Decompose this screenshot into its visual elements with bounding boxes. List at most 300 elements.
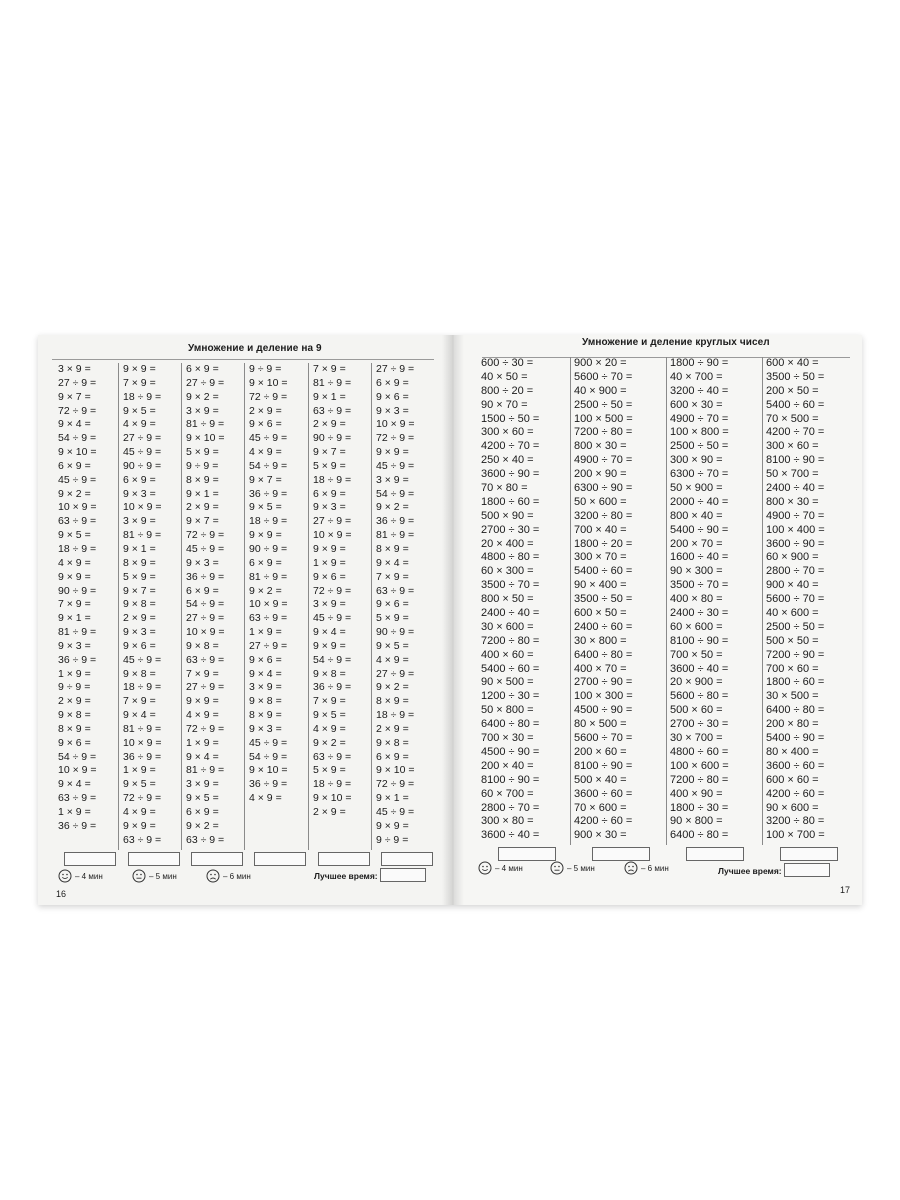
exercise: 81 ÷ 9 =: [186, 418, 225, 431]
best-time-box[interactable]: [380, 868, 426, 882]
exercise: 5600 ÷ 70 =: [574, 732, 633, 745]
exercise: 4500 ÷ 90 =: [481, 745, 540, 758]
exercise: 9 × 2 =: [186, 819, 219, 832]
exercise: 90 × 300 =: [670, 565, 723, 578]
exercise: 63 ÷ 9 =: [58, 515, 97, 528]
exercise: 3600 ÷ 90 =: [481, 468, 540, 481]
exercise: 36 ÷ 9 =: [249, 487, 288, 500]
exercise: 9 × 1 =: [123, 542, 156, 555]
exercise: 9 × 1 =: [58, 612, 91, 625]
exercise: 9 × 7 =: [123, 584, 156, 597]
exercise: 7 × 9 =: [313, 363, 346, 375]
exercise: 4 × 9 =: [376, 653, 409, 666]
exercise: 81 ÷ 9 =: [123, 722, 162, 735]
exercise: 9 × 3 =: [123, 487, 156, 500]
exercise: 8100 ÷ 90 =: [574, 759, 633, 772]
exercise: 81 ÷ 9 =: [376, 529, 415, 542]
exercise: 2 × 9 =: [186, 501, 219, 514]
exercise: 6 × 9 =: [186, 363, 219, 375]
exercise: 5400 ÷ 60 =: [481, 662, 540, 675]
exercise: 8 × 9 =: [123, 556, 156, 569]
exercise: 500 × 50 =: [766, 634, 819, 647]
exercise: 800 × 50 =: [481, 593, 534, 606]
legend-bad-label: – 6 мин: [641, 864, 669, 873]
exercise: 9 × 6 =: [376, 390, 409, 403]
exercise: 4900 ÷ 70 =: [670, 412, 729, 425]
exercise: 36 ÷ 9 =: [376, 515, 415, 528]
right-column-1: [478, 357, 568, 845]
exercise: 9 × 8 =: [123, 667, 156, 680]
exercise: 800 × 30 =: [766, 495, 819, 508]
exercise: 3 × 9 =: [313, 598, 346, 611]
left-title-rule: [52, 359, 434, 360]
exercise: 4200 ÷ 60 =: [574, 815, 633, 828]
exercise: 10 × 9 =: [58, 501, 97, 514]
exercise: 9 ÷ 9 =: [186, 459, 219, 472]
exercise: 9 × 9 =: [186, 695, 219, 708]
exercise: 9 × 10 =: [186, 432, 225, 445]
exercise: 45 ÷ 9 =: [249, 736, 288, 749]
exercise: 700 × 40 =: [574, 523, 627, 536]
exercise: 7 × 9 =: [186, 667, 219, 680]
exercise: 6 × 9 =: [376, 376, 409, 389]
time-answer-box[interactable]: [254, 852, 306, 866]
time-answer-box[interactable]: [128, 852, 180, 866]
exercise: 20 × 400 =: [481, 537, 534, 550]
exercise: 18 ÷ 9 =: [123, 390, 162, 403]
exercise: 9 × 9 =: [58, 570, 91, 583]
right-page: [452, 335, 862, 905]
exercise: 600 × 40 =: [766, 357, 819, 369]
exercise: 2800 ÷ 70 =: [766, 565, 825, 578]
exercise: 1200 ÷ 30 =: [481, 690, 540, 703]
exercise: 30 × 700 =: [670, 732, 723, 745]
book-spine: [442, 335, 464, 905]
exercise: 72 ÷ 9 =: [249, 390, 288, 403]
left-column-5: [308, 363, 369, 850]
exercise: 9 × 6 =: [376, 598, 409, 611]
exercise: 4 × 9 =: [249, 792, 282, 805]
exercise: 700 × 30 =: [481, 732, 534, 745]
exercise: 9 × 3 =: [58, 639, 91, 652]
exercise: 600 × 30 =: [670, 398, 723, 411]
exercise: 3600 ÷ 40 =: [670, 662, 729, 675]
exercise: 9 × 9 =: [313, 639, 346, 652]
exercise: 50 × 800 =: [481, 704, 534, 717]
exercise: 45 ÷ 9 =: [249, 432, 288, 445]
exercise: 9 × 8 =: [58, 709, 91, 722]
exercise: 3 × 9 =: [186, 778, 219, 791]
exercise: 4900 ÷ 70 =: [574, 454, 633, 467]
exercise: 5400 ÷ 60 =: [766, 398, 825, 411]
exercise: 72 ÷ 9 =: [58, 404, 97, 417]
exercise: 9 × 9 =: [376, 446, 409, 459]
exercise: 63 ÷ 9 =: [313, 404, 352, 417]
exercise: 9 × 10 =: [313, 792, 352, 805]
exercise: 9 × 4 =: [249, 667, 282, 680]
exercise: 50 × 900 =: [670, 482, 723, 495]
exercise: 600 ÷ 30 =: [481, 357, 534, 369]
exercise: 9 × 4 =: [58, 418, 91, 431]
page-number: 17: [840, 885, 851, 895]
exercise: 81 ÷ 9 =: [313, 376, 352, 389]
exercise: 1800 ÷ 90 =: [670, 357, 729, 369]
exercise: 2700 ÷ 30 =: [670, 718, 729, 731]
exercise: 9 × 4 =: [186, 750, 219, 763]
exercise: 18 ÷ 9 =: [313, 473, 352, 486]
exercise: 400 × 70 =: [574, 662, 627, 675]
exercise: 9 × 8 =: [313, 667, 346, 680]
smile-face-icon: [478, 861, 492, 875]
neutral-face-icon: [550, 861, 564, 875]
exercise: 9 × 2 =: [249, 584, 282, 597]
exercise: 100 × 500 =: [574, 412, 633, 425]
exercise: 60 × 900 =: [766, 551, 819, 564]
exercise: 100 × 300 =: [574, 690, 633, 703]
exercise: 300 × 90 =: [670, 454, 723, 467]
exercise: 3600 ÷ 40 =: [481, 829, 540, 842]
exercise: 1800 ÷ 60 =: [766, 676, 825, 689]
exercise: 90 × 800 =: [670, 815, 723, 828]
exercise: 900 × 30 =: [574, 829, 627, 842]
exercise: 80 × 500 =: [574, 718, 627, 731]
exercise: 1 × 9 =: [313, 556, 346, 569]
exercise: 9 × 8 =: [376, 736, 409, 749]
exercise: 60 × 600 =: [670, 620, 723, 633]
exercise: 3600 ÷ 60 =: [574, 787, 633, 800]
exercise: 3 × 9 =: [186, 404, 219, 417]
exercise: 2 × 9 =: [249, 404, 282, 417]
exercise: 9 × 7 =: [249, 473, 282, 486]
exercise: 9 × 1 =: [186, 487, 219, 500]
exercise: 200 × 80 =: [766, 718, 819, 731]
exercise: 5400 ÷ 60 =: [574, 565, 633, 578]
exercise: 2 × 9 =: [313, 418, 346, 431]
exercise: 9 ÷ 9 =: [249, 363, 282, 375]
legend-ok-label: – 5 мин: [567, 864, 595, 873]
time-answer-box[interactable]: [64, 852, 116, 866]
exercise: 7 × 9 =: [58, 598, 91, 611]
exercise: 5 × 9 =: [313, 764, 346, 777]
exercise: 54 ÷ 9 =: [313, 653, 352, 666]
time-answer-box[interactable]: [780, 847, 838, 861]
time-answer-box[interactable]: [592, 847, 650, 861]
exercise: 9 × 10 =: [249, 376, 288, 389]
exercise: 2800 ÷ 70 =: [481, 801, 540, 814]
exercise: 9 × 9 =: [313, 542, 346, 555]
exercise: 9 × 5 =: [249, 501, 282, 514]
exercise: 90 ÷ 9 =: [376, 626, 415, 639]
exercise: 2 × 9 =: [376, 722, 409, 735]
exercise: 200 × 40 =: [481, 759, 534, 772]
exercise: 700 × 60 =: [766, 662, 819, 675]
exercise: 4200 ÷ 70 =: [766, 426, 825, 439]
best-time-label: Лучшее время:: [718, 866, 782, 876]
exercise: 200 × 60 =: [574, 745, 627, 758]
exercise: 3200 ÷ 40 =: [670, 384, 729, 397]
exercise: 63 ÷ 9 =: [186, 833, 225, 846]
exercise: 18 ÷ 9 =: [313, 778, 352, 791]
exercise: 81 ÷ 9 =: [123, 529, 162, 542]
exercise: 27 ÷ 9 =: [313, 515, 352, 528]
exercise: 30 × 800 =: [574, 634, 627, 647]
right-column-3: [666, 357, 761, 845]
exercise: 3 × 9 =: [123, 515, 156, 528]
exercise: 4800 ÷ 80 =: [481, 551, 540, 564]
exercise: 6400 ÷ 80 =: [766, 704, 825, 717]
time-answer-box[interactable]: [498, 847, 556, 861]
exercise: 4800 ÷ 60 =: [670, 745, 729, 758]
exercise: 9 × 7 =: [313, 446, 346, 459]
exercise: 27 ÷ 9 =: [376, 667, 415, 680]
exercise: 18 ÷ 9 =: [249, 515, 288, 528]
exercise: 2 × 9 =: [123, 612, 156, 625]
exercise: 10 × 9 =: [313, 529, 352, 542]
exercise: 9 × 3 =: [376, 404, 409, 417]
exercise: 2500 ÷ 50 =: [670, 440, 729, 453]
exercise: 6 × 9 =: [58, 459, 91, 472]
workbook-spread: [38, 335, 862, 905]
exercise: 3200 ÷ 80 =: [766, 815, 825, 828]
exercise: 81 ÷ 9 =: [186, 764, 225, 777]
exercise: 5 × 9 =: [123, 570, 156, 583]
exercise: 10 × 9 =: [376, 418, 415, 431]
exercise: 20 × 900 =: [670, 676, 723, 689]
exercise: 6 × 9 =: [123, 473, 156, 486]
exercise: 600 × 50 =: [574, 607, 627, 620]
exercise: 3500 ÷ 70 =: [670, 579, 729, 592]
exercise: 400 × 90 =: [670, 787, 723, 800]
exercise: 7200 ÷ 90 =: [766, 648, 825, 661]
exercise: 9 × 5 =: [123, 778, 156, 791]
exercise: 2500 ÷ 50 =: [766, 620, 825, 633]
exercise: 81 ÷ 9 =: [249, 570, 288, 583]
exercise: 9 × 2 =: [313, 736, 346, 749]
exercise: 300 × 80 =: [481, 815, 534, 828]
exercise: 2500 ÷ 50 =: [574, 398, 633, 411]
exercise: 4500 ÷ 90 =: [574, 704, 633, 717]
exercise: 6 × 9 =: [376, 750, 409, 763]
exercise: 9 × 5 =: [376, 639, 409, 652]
exercise: 8100 ÷ 90 =: [481, 773, 540, 786]
exercise: 3500 ÷ 50 =: [766, 370, 825, 383]
exercise: 27 ÷ 9 =: [123, 432, 162, 445]
exercise: 1600 ÷ 40 =: [670, 551, 729, 564]
exercise: 5600 ÷ 70 =: [766, 593, 825, 606]
exercise: 54 ÷ 9 =: [58, 750, 97, 763]
time-answer-box[interactable]: [191, 852, 243, 866]
exercise: 5 × 9 =: [186, 446, 219, 459]
exercise: 200 × 70 =: [670, 537, 723, 550]
exercise: 27 ÷ 9 =: [249, 639, 288, 652]
exercise: 9 × 3 =: [313, 501, 346, 514]
exercise: 800 × 30 =: [574, 440, 627, 453]
exercise: 63 ÷ 9 =: [376, 584, 415, 597]
exercise: 6 × 9 =: [313, 487, 346, 500]
exercise: 10 × 9 =: [58, 764, 97, 777]
exercise: 9 × 8 =: [249, 695, 282, 708]
exercise: 18 ÷ 9 =: [376, 709, 415, 722]
exercise: 90 ÷ 9 =: [249, 542, 288, 555]
exercise: 5400 ÷ 90 =: [670, 523, 729, 536]
exercise: 5600 ÷ 80 =: [670, 690, 729, 703]
exercise: 45 ÷ 9 =: [313, 612, 352, 625]
exercise: 72 ÷ 9 =: [186, 529, 225, 542]
exercise: 2 × 9 =: [313, 806, 346, 818]
exercise: 800 × 40 =: [670, 509, 723, 522]
exercise: 2400 ÷ 60 =: [574, 620, 633, 633]
exercise: 27 ÷ 9 =: [186, 612, 225, 625]
exercise: 100 × 400 =: [766, 523, 825, 536]
exercise: 9 × 5 =: [58, 529, 91, 542]
right-page-title: Умножение и деление круглых чисел: [582, 337, 770, 348]
exercise: 36 ÷ 9 =: [58, 653, 97, 666]
exercise: 45 ÷ 9 =: [376, 806, 415, 818]
exercise: 9 × 4 =: [313, 626, 346, 639]
exercise: 18 ÷ 9 =: [123, 681, 162, 694]
exercise: 70 × 600 =: [574, 801, 627, 814]
exercise: 63 ÷ 9 =: [313, 750, 352, 763]
exercise: 36 ÷ 9 =: [249, 778, 288, 791]
exercise: 1800 ÷ 20 =: [574, 537, 633, 550]
exercise: 9 × 6 =: [123, 639, 156, 652]
exercise: 9 × 9 =: [123, 363, 156, 375]
exercise: 2700 ÷ 90 =: [574, 676, 633, 689]
exercise: 36 ÷ 9 =: [313, 681, 352, 694]
exercise: 6 × 9 =: [186, 584, 219, 597]
exercise: 40 × 600 =: [766, 607, 819, 620]
right-column-2: [570, 357, 665, 845]
exercise: 60 × 300 =: [481, 565, 534, 578]
exercise: 9 × 6 =: [313, 570, 346, 583]
exercise: 2400 ÷ 40 =: [481, 607, 540, 620]
exercise: 4200 ÷ 60 =: [766, 787, 825, 800]
time-answer-box[interactable]: [381, 852, 433, 866]
exercise: 8100 ÷ 90 =: [670, 634, 729, 647]
exercise: 63 ÷ 9 =: [186, 653, 225, 666]
exercise: 10 × 9 =: [249, 598, 288, 611]
exercise: 9 ÷ 9 =: [376, 833, 409, 846]
exercise: 9 × 3 =: [249, 722, 282, 735]
best-time-label: Лучшее время:: [314, 871, 378, 881]
exercise: 36 ÷ 9 =: [123, 750, 162, 763]
exercise: 2400 ÷ 40 =: [766, 482, 825, 495]
exercise: 70 × 500 =: [766, 412, 819, 425]
exercise: 9 × 6 =: [249, 653, 282, 666]
exercise: 3 × 9 =: [249, 681, 282, 694]
exercise: 9 × 5 =: [123, 404, 156, 417]
exercise: 100 × 600 =: [670, 759, 729, 772]
legend-ok-label: – 5 мин: [149, 872, 177, 881]
exercise: 90 ÷ 9 =: [313, 432, 352, 445]
exercise: 1 × 9 =: [186, 736, 219, 749]
exercise: 6 × 9 =: [186, 806, 219, 818]
exercise: 9 × 8 =: [123, 598, 156, 611]
exercise: 400 × 60 =: [481, 648, 534, 661]
time-answer-box[interactable]: [686, 847, 744, 861]
exercise: 3 × 9 =: [58, 363, 91, 375]
exercise: 900 × 40 =: [766, 579, 819, 592]
exercise: 27 ÷ 9 =: [186, 376, 225, 389]
exercise: 70 × 80 =: [481, 482, 528, 495]
exercise: 9 × 5 =: [313, 709, 346, 722]
exercise: 90 × 70 =: [481, 398, 528, 411]
exercise: 2700 ÷ 30 =: [481, 523, 540, 536]
time-answer-box[interactable]: [318, 852, 370, 866]
exercise: 54 ÷ 9 =: [186, 598, 225, 611]
exercise: 6400 ÷ 80 =: [481, 718, 540, 731]
exercise: 30 × 600 =: [481, 620, 534, 633]
exercise: 10 × 9 =: [186, 626, 225, 639]
exercise: 9 × 3 =: [186, 556, 219, 569]
exercise: 45 ÷ 9 =: [376, 459, 415, 472]
exercise: 6 × 9 =: [249, 556, 282, 569]
exercise: 6400 ÷ 80 =: [574, 648, 633, 661]
exercise: 9 × 10 =: [249, 764, 288, 777]
exercise: 1800 ÷ 60 =: [481, 495, 540, 508]
exercise: 6300 ÷ 90 =: [574, 482, 633, 495]
exercise: 4 × 9 =: [123, 806, 156, 818]
exercise: 9 × 4 =: [376, 556, 409, 569]
exercise: 9 × 1 =: [313, 390, 346, 403]
exercise: 4 × 9 =: [313, 722, 346, 735]
exercise: 63 ÷ 9 =: [249, 612, 288, 625]
exercise: 250 × 40 =: [481, 454, 534, 467]
exercise: 100 × 800 =: [670, 426, 729, 439]
exercise: 4 × 9 =: [186, 709, 219, 722]
exercise: 7200 ÷ 80 =: [574, 426, 633, 439]
exercise: 90 ÷ 9 =: [58, 584, 97, 597]
exercise: 27 ÷ 9 =: [376, 363, 415, 375]
exercise: 90 × 500 =: [481, 676, 534, 689]
exercise: 500 × 60 =: [670, 704, 723, 717]
left-column-1: [54, 363, 114, 850]
legend-good-label: – 4 мин: [75, 872, 103, 881]
exercise: 80 × 400 =: [766, 745, 819, 758]
exercise: 400 × 80 =: [670, 593, 723, 606]
exercise: 27 ÷ 9 =: [58, 376, 97, 389]
exercise: 2 × 9 =: [58, 695, 91, 708]
exercise: 90 × 400 =: [574, 579, 627, 592]
exercise: 200 × 90 =: [574, 468, 627, 481]
exercise: 1800 ÷ 30 =: [670, 801, 729, 814]
exercise: 36 ÷ 9 =: [58, 819, 97, 832]
exercise: 81 ÷ 9 =: [58, 626, 97, 639]
exercise: 500 × 90 =: [481, 509, 534, 522]
exercise: 300 × 60 =: [481, 426, 534, 439]
exercise: 72 ÷ 9 =: [186, 722, 225, 735]
neutral-face-icon: [132, 869, 146, 883]
exercise: 72 ÷ 9 =: [313, 584, 352, 597]
exercise: 2400 ÷ 30 =: [670, 607, 729, 620]
exercise: 9 × 2 =: [376, 681, 409, 694]
sad-face-icon: [206, 869, 220, 883]
exercise: 72 ÷ 9 =: [376, 432, 415, 445]
exercise: 1 × 9 =: [249, 626, 282, 639]
exercise: 9 × 9 =: [123, 819, 156, 832]
exercise: 6400 ÷ 80 =: [670, 829, 729, 842]
left-column-6: [371, 363, 432, 850]
legend-good-label: – 4 мин: [495, 864, 523, 873]
exercise: 1 × 9 =: [58, 806, 91, 818]
left-page: [38, 335, 452, 905]
best-time-box[interactable]: [784, 863, 830, 877]
exercise: 8100 ÷ 90 =: [766, 454, 825, 467]
exercise: 40 × 900 =: [574, 384, 627, 397]
exercise: 7200 ÷ 80 =: [481, 634, 540, 647]
exercise: 54 ÷ 9 =: [249, 459, 288, 472]
exercise: 3 × 9 =: [376, 473, 409, 486]
